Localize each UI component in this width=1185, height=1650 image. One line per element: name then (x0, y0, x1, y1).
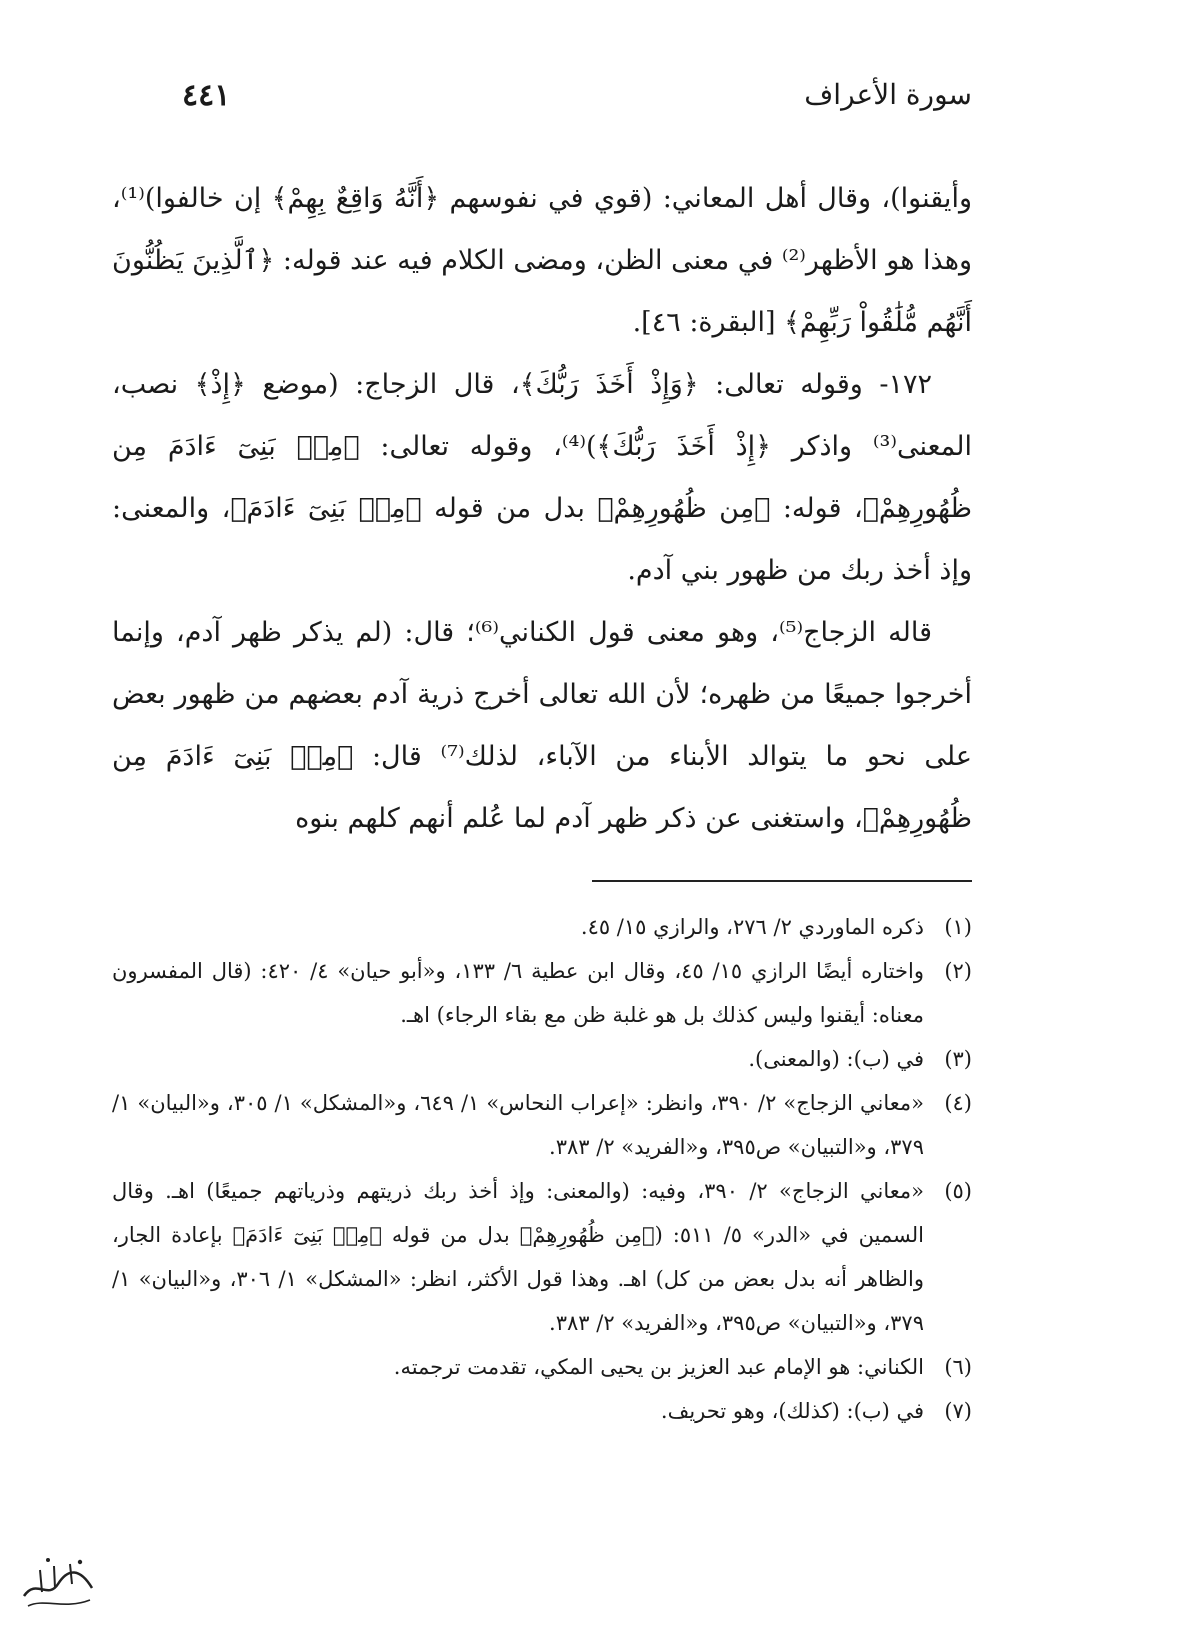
footnote-number: (١) (944, 915, 972, 939)
main-text (112, 168, 972, 850)
footnote-text: «معاني الزجاج» ٢/ ٣٩٠، وانظر: «إعراب النحاس» ١/ ٦٤٩، و«المشكل» ١/ ٣٠٥، و«البيان» ١/ ٣٧٩، و«التبيان» ص٣٩٥، و«الفريد» ٢/ ٣٨٣. (112, 1091, 924, 1159)
surah-title: سورة الأعراف (804, 78, 972, 111)
footnote-text: واختاره أيضًا الرازي ١٥/ ٤٥، وقال ابن عطية ٦/ ١٣٣، و«أبو حيان» ٤/ ٤٢٠: (قال المفسرون معناه: أيقنوا وليس كذلك بل هو غلبة ظن مع بقاء الرجاء) اهـ. (112, 959, 924, 1027)
footnote-text: «معاني الزجاج» ٢/ ٣٩٠، وفيه: (والمعنى: وإذ أخذ ربك ذريتهم وذرياتهم جميعًا) اهـ. وقال السمين في «الدر» ٥/ ٥١١: (﴿مِن ظُهُورِهِمْ﴾ بدل من قوله ﴿مِنۢ بَنِىٓ ءَادَمَ﴾ بإعادة الجار، والظاهر أنه بدل بعض من كل) اهـ. وهذا قول الأكثر، انظر: «المشكل» ١/ ٣٠٦، و«البيان» ١/ ٣٧٩، و«التبيان» ص٣٩٥، و«الفريد» ٢/ ٣٨٣. (112, 1179, 925, 1335)
footnote (112, 1345, 972, 1389)
footnote (112, 949, 972, 1037)
footnote (112, 1081, 972, 1169)
footnote-number: (٧) (944, 1399, 972, 1423)
footnote-number: (٥) (944, 1179, 972, 1203)
paragraph: وأيقنوا)، وقال أهل المعاني: (قوي في نفوسهم ﴿أَنَّهُ وَاقِعٌ بِهِمْ﴾ إن خالفوا)⁽¹⁾، وهذا هو الأظهر⁽²⁾ في معنى الظن، ومضى الكلام فيه عند قوله: ﴿ٱلَّذِينَ يَظُنُّونَ أَنَّهُم مُّلَٰقُواْ رَبِّهِمْ﴾ [البقرة: ٤٦]. (112, 183, 972, 338)
footnote-number: (٢) (944, 959, 972, 983)
page-number: ٤٤١ (182, 78, 231, 113)
footnote (112, 1169, 972, 1345)
footnote-text: في (ب): (كذلك)، وهو تحريف. (660, 1399, 924, 1423)
publisher-logo-icon (18, 1548, 98, 1618)
footnote-number: (٤) (944, 1091, 972, 1115)
footnote (112, 905, 972, 949)
footnote-text: في (ب): (والمعنى). (748, 1047, 924, 1071)
footnote-text: ذكره الماوردي ٢/ ٢٧٦، والرازي ١٥/ ٤٥. (580, 915, 924, 939)
footnote (112, 1389, 972, 1433)
paragraph: ١٧٢- وقوله تعالى: ﴿وَإِذْ أَخَذَ رَبُّكَ﴾، قال الزجاج: (موضع ﴿إِذْ﴾ نصب، المعنى⁽³⁾ واذكر ﴿إِذْ أَخَذَ رَبُّكَ﴾)⁽⁴⁾، وقوله تعالى: ﴿مِنۢ بَنِىٓ ءَادَمَ مِن ظُهُورِهِمْ﴾، قوله: ﴿مِن ظُهُورِهِمْ﴾ بدل من قوله ﴿مِنۢ بَنِىٓ ءَادَمَ﴾، والمعنى: وإذ أخذ ربك من ظهور بني آدم. (112, 369, 972, 586)
footnote-text: الكناني: هو الإمام عبد العزيز بن يحيى المكي، تقدمت ترجمته. (393, 1355, 924, 1379)
footnote (112, 1037, 972, 1081)
footnote-number: (٣) (944, 1047, 972, 1071)
paragraph: قاله الزجاج⁽⁵⁾، وهو معنى قول الكناني⁽⁶⁾؛ قال: (لم يذكر ظهر آدم، وإنما أخرجوا جميعًا من ظهره؛ لأن الله تعالى أخرج ذرية آدم بعضهم من ظهور بعض على نحو ما يتوالد الأبناء من الآباء، لذلك⁽⁷⁾ قال: ﴿مِنۢ بَنِىٓ ءَادَمَ مِن ظُهُورِهِمْ﴾، واستغنى عن ذكر ظهر آدم لما عُلم أنهم كلهم بنوه (112, 617, 972, 834)
page-header (182, 78, 972, 128)
footnote-number: (٦) (944, 1355, 972, 1379)
footnotes (112, 905, 972, 1433)
footnote-separator (592, 880, 972, 882)
